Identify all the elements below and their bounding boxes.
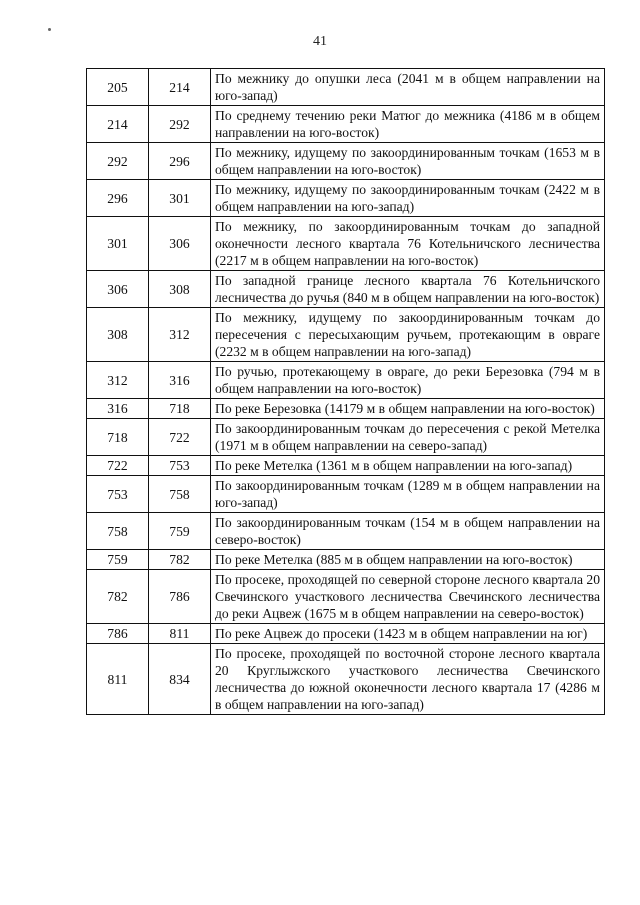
boundary-description-table <box>86 68 605 715</box>
to-point-cell: 759 <box>149 513 211 550</box>
to-point-cell: 782 <box>149 550 211 570</box>
table-row <box>87 399 605 419</box>
table-row <box>87 624 605 644</box>
from-point-cell: 759 <box>87 550 149 570</box>
to-point-cell: 312 <box>149 308 211 362</box>
to-point-cell: 834 <box>149 644 211 715</box>
description-cell: По межнику, по закоординированным точкам до западной оконечности лесного квартала 76 Котельничского лесничества (2217 м в общем направлении на юго-восток) <box>211 217 605 271</box>
table-row <box>87 69 605 106</box>
description-cell: По просеке, проходящей по северной стороне лесного квартала 20 Свечинского участкового лесничества Свечинского лесничества до реки Ацвеж (1675 м в общем направлении на северо-восток) <box>211 570 605 624</box>
from-point-cell: 306 <box>87 271 149 308</box>
description-cell: По среднему течению реки Матюг до межника (4186 м в общем направлении на юго-восток) <box>211 106 605 143</box>
to-point-cell: 811 <box>149 624 211 644</box>
description-cell: По реке Метелка (1361 м в общем направлении на юго-запад) <box>211 456 605 476</box>
table-row <box>87 570 605 624</box>
table-row <box>87 308 605 362</box>
description-cell: По межнику, идущему по закоординированным точкам до пересечения с пересыхающим ручьем, протекающим в овраге (2232 м в общем направлении на юго-запад) <box>211 308 605 362</box>
table-row <box>87 217 605 271</box>
description-cell: По ручью, протекающему в овраге, до реки Березовка (794 м в общем направлении на юго-восток) <box>211 362 605 399</box>
description-cell: По реке Березовка (14179 м в общем направлении на юго-восток) <box>211 399 605 419</box>
from-point-cell: 718 <box>87 419 149 456</box>
table-row <box>87 476 605 513</box>
page-number: 41 <box>313 34 327 49</box>
to-point-cell: 308 <box>149 271 211 308</box>
from-point-cell: 308 <box>87 308 149 362</box>
description-cell: По межнику до опушки леса (2041 м в общем направлении на юго-запад) <box>211 69 605 106</box>
description-cell: По закоординированным точкам (154 м в общем направлении на северо-восток) <box>211 513 605 550</box>
to-point-cell: 753 <box>149 456 211 476</box>
from-point-cell: 811 <box>87 644 149 715</box>
from-point-cell: 205 <box>87 69 149 106</box>
description-cell: По просеке, проходящей по восточной стороне лесного квартала 20 Круглыжского участкового лесничества Свечинского лесничества до южной оконечности лесного квартала 17 (4286 м в общем направлении на юго-запад) <box>211 644 605 715</box>
from-point-cell: 758 <box>87 513 149 550</box>
from-point-cell: 782 <box>87 570 149 624</box>
to-point-cell: 301 <box>149 180 211 217</box>
table-body <box>87 69 605 715</box>
from-point-cell: 292 <box>87 143 149 180</box>
description-cell: По закоординированным точкам до пересечения с рекой Метелка (1971 м в общем направлении на северо-запад) <box>211 419 605 456</box>
description-cell: По межнику, идущему по закоординированным точкам (1653 м в общем направлении на юго-восток) <box>211 143 605 180</box>
to-point-cell: 718 <box>149 399 211 419</box>
table-row <box>87 644 605 715</box>
table-row <box>87 513 605 550</box>
table-row <box>87 419 605 456</box>
from-point-cell: 316 <box>87 399 149 419</box>
table-row <box>87 143 605 180</box>
description-cell: По западной границе лесного квартала 76 Котельничского лесничества до ручья (840 м в общем направлении на юго-восток) <box>211 271 605 308</box>
from-point-cell: 214 <box>87 106 149 143</box>
from-point-cell: 301 <box>87 217 149 271</box>
from-point-cell: 296 <box>87 180 149 217</box>
from-point-cell: 786 <box>87 624 149 644</box>
table-row <box>87 106 605 143</box>
to-point-cell: 758 <box>149 476 211 513</box>
description-cell: По закоординированным точкам (1289 м в общем направлении на юго-запад) <box>211 476 605 513</box>
description-cell: По реке Метелка (885 м в общем направлении на юго-восток) <box>211 550 605 570</box>
table-row <box>87 456 605 476</box>
to-point-cell: 722 <box>149 419 211 456</box>
table-row <box>87 362 605 399</box>
from-point-cell: 753 <box>87 476 149 513</box>
from-point-cell: 722 <box>87 456 149 476</box>
stray-dot-mark <box>48 28 51 31</box>
table-row <box>87 180 605 217</box>
to-point-cell: 786 <box>149 570 211 624</box>
table-row <box>87 550 605 570</box>
to-point-cell: 292 <box>149 106 211 143</box>
table-row <box>87 271 605 308</box>
to-point-cell: 296 <box>149 143 211 180</box>
description-cell: По межнику, идущему по закоординированным точкам (2422 м в общем направлении на юго-запад) <box>211 180 605 217</box>
from-point-cell: 312 <box>87 362 149 399</box>
to-point-cell: 306 <box>149 217 211 271</box>
to-point-cell: 214 <box>149 69 211 106</box>
to-point-cell: 316 <box>149 362 211 399</box>
description-cell: По реке Ацвеж до просеки (1423 м в общем направлении на юг) <box>211 624 605 644</box>
